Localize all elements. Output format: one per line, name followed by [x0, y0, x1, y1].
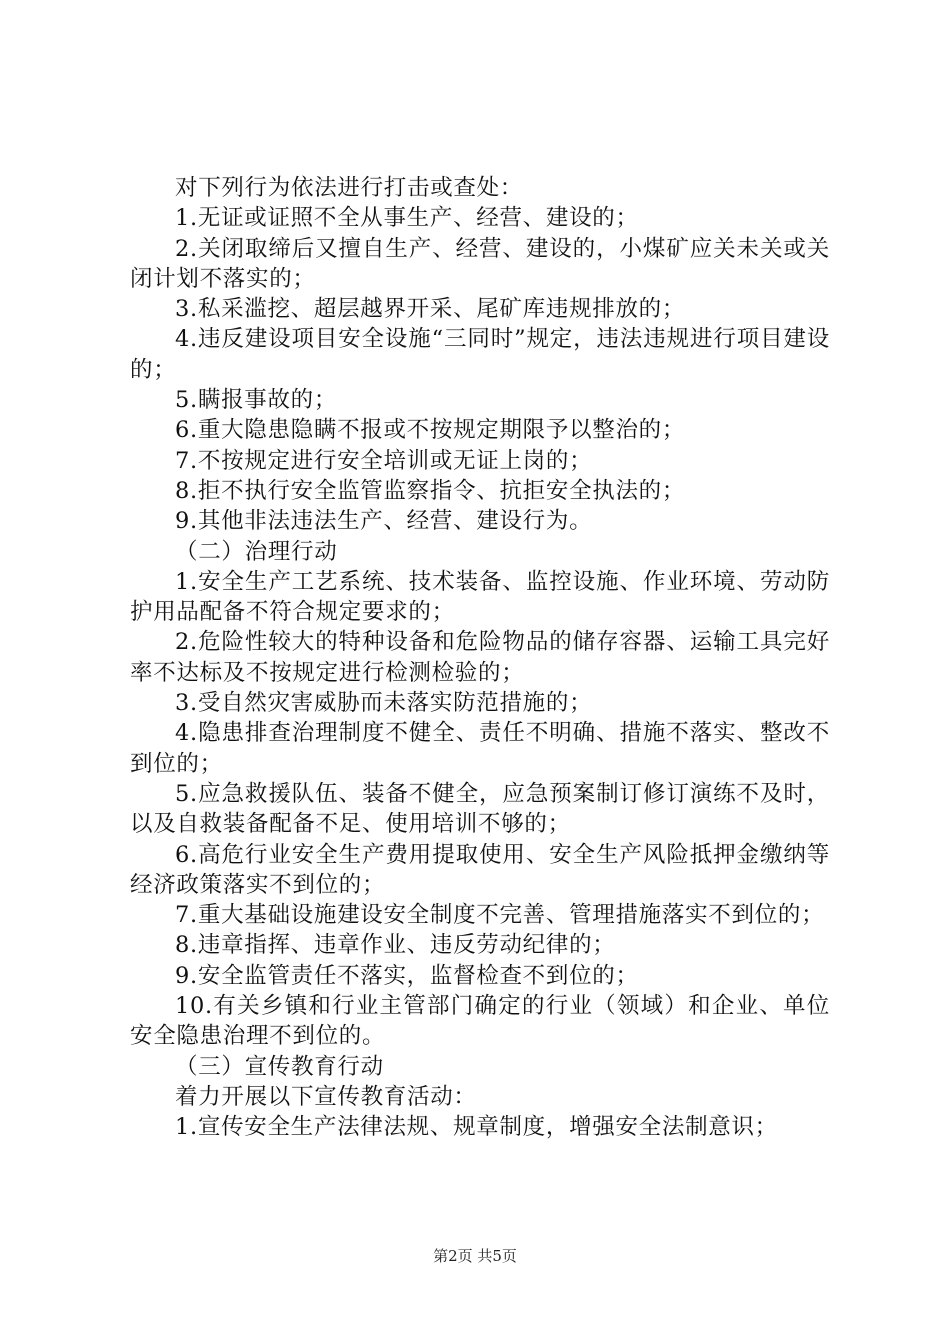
list-item: 1.无证或证照不全从事生产、经营、建设的；	[175, 205, 639, 232]
list-item: 2.关闭取缔后又擅自生产、经营、建设的，小煤矿应关未关或关闭计划不落实的；	[130, 235, 830, 292]
list-item: 9.安全监管责任不落实，监督检查不到位的；	[175, 962, 639, 989]
list-item: 6.重大隐患隐瞒不报或不按规定期限予以整治的；	[175, 417, 686, 444]
list-item: 3.私采滥挖、超层越界开采、尾矿库违规排放的；	[175, 296, 686, 323]
list-item: 2.危险性较大的特种设备和危险物品的储存容器、运输工具完好率不达标及不按规定进行检测检验的；	[130, 629, 830, 686]
list-item: 7.不按规定进行安全培训或无证上岗的；	[175, 447, 593, 474]
list-item: 1.安全生产工艺系统、技术装备、监控设施、作业环境、劳动防护用品配备不符合规定要求的；	[130, 568, 830, 626]
section-heading: （二）治理行动	[175, 538, 338, 565]
list-item: 8.违章指挥、违章作业、违反劳动纪律的；	[175, 932, 616, 959]
section-heading: （三）宣传教育行动	[175, 1053, 384, 1080]
list-item: 7.重大基础设施建设安全制度不完善、管理措施落实不到位的；	[175, 902, 825, 929]
list-item: 5.瞒报事故的；	[175, 387, 338, 414]
paragraph-intro: 对下列行为依法进行打击或查处：	[175, 175, 524, 201]
list-item: 5.应急救援队伍、装备不健全，应急预案制订修订演练不及时，以及自救装备配备不足、使用培训不够的；	[130, 780, 830, 838]
list-item: 9.其他非法违法生产、经营、建设行为。	[175, 508, 593, 535]
page-number-footer: 第2页 共5页	[433, 1247, 517, 1265]
paragraph-intro: 着力开展以下宣传教育活动：	[175, 1083, 477, 1110]
document-body	[130, 173, 830, 1143]
list-item: 3.受自然灾害威胁而未落实防范措施的；	[175, 690, 593, 717]
list-item: 6.高危行业安全生产费用提取使用、安全生产风险抵押金缴纳等经济政策落实不到位的；	[130, 841, 830, 898]
list-item: 4.隐患排查治理制度不健全、责任不明确、措施不落实、整改不到位的；	[130, 720, 830, 777]
list-item: 4.违反建设项目安全设施“三同时”规定，违法违规进行项目建设的；	[130, 326, 830, 383]
list-item: 1.宣传安全生产法律法规、规章制度，增强安全法制意识；	[175, 1114, 778, 1141]
list-item: 10.有关乡镇和行业主管部门确定的行业（领域）和企业、单位安全隐患治理不到位的。	[130, 993, 830, 1050]
list-item: 8.拒不执行安全监管监察指令、抗拒安全执法的；	[175, 477, 686, 504]
